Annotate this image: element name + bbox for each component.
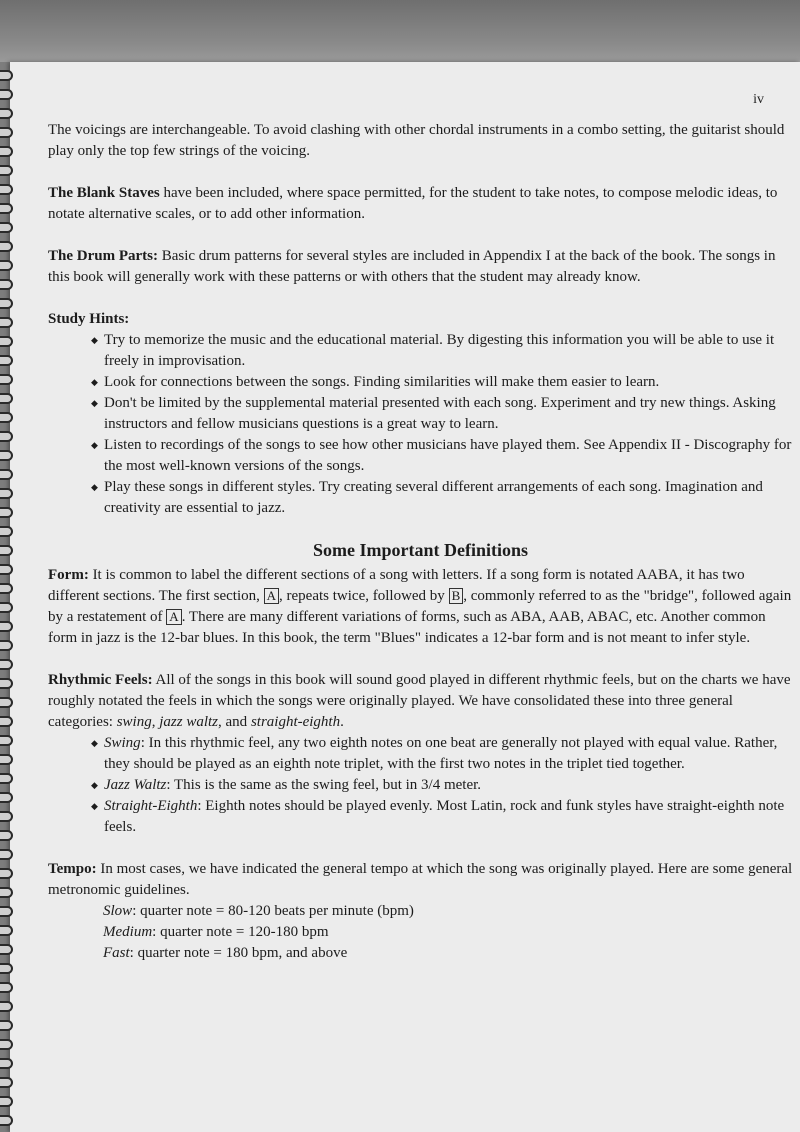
binding-ring (0, 773, 13, 784)
binding-ring (0, 640, 13, 651)
list-item: Medium: quarter note = 120-180 bpm (103, 924, 329, 940)
binding-ring (0, 583, 13, 594)
definitions-heading: Some Important Definitions (313, 540, 528, 560)
list-item: Fast: quarter note = 180 bpm, and above (103, 945, 348, 961)
list-item: ◆ Swing: In this rhythmic feel, any two eighth notes on one beat are generally not played with equal value. Rather, they should be played as an eighth note triplet, with the first two notes in the triplet tied together. (48, 733, 793, 775)
binding-ring (0, 830, 13, 841)
binding-ring (0, 1058, 13, 1069)
binding-ring (0, 260, 13, 271)
rhythmic-feels-label: Rhythmic Feels: (48, 672, 153, 688)
binding-ring (0, 165, 13, 176)
binding-ring (0, 203, 13, 214)
binding-ring (0, 659, 13, 670)
binding-ring (0, 222, 13, 233)
binding-ring (0, 526, 13, 537)
spiral-binding (0, 70, 14, 1132)
form-label: Form: (48, 567, 89, 583)
binding-ring (0, 735, 13, 746)
binding-ring (0, 925, 13, 936)
tempo-paragraph: Tempo: In most cases, we have indicated the general tempo at which the song was originally played. Here are some general metronomic guidelines. (48, 861, 793, 898)
list-item: ◆ Don't be limited by the supplemental material presented with each song. Experiment and try new things. Asking instructors and fellow musicians questions is a great way to learn. (48, 393, 793, 435)
binding-ring (0, 412, 13, 423)
binding-ring (0, 1096, 13, 1107)
binding-ring (0, 906, 13, 917)
list-item: ◆ Listen to recordings of the songs to see how other musicians have played them. See Appendix II - Discography for the most well-known versions of the songs. (48, 435, 793, 477)
binding-ring (0, 241, 13, 252)
list-item: ◆ Jazz Waltz: This is the same as the swing feel, but in 3/4 meter. (48, 775, 793, 796)
binding-ring (0, 298, 13, 309)
binding-ring (0, 868, 13, 879)
binding-ring (0, 108, 13, 119)
list-item: ◆ Straight-Eighth: Eighth notes should be played evenly. Most Latin, rock and funk styles have straight-eighth note feels. (48, 796, 793, 838)
study-hints-heading: Study Hints: (48, 311, 130, 327)
binding-ring (0, 317, 13, 328)
tempo-label: Tempo: (48, 861, 97, 877)
binding-ring (0, 393, 13, 404)
binding-ring (0, 545, 13, 556)
binding-ring (0, 336, 13, 347)
binding-ring (0, 355, 13, 366)
blank-staves-label: The Blank Staves (48, 185, 160, 201)
binding-ring (0, 754, 13, 765)
voicings-paragraph: The voicings are interchangeable. To avoid clashing with other chordal instruments in a combo setting, the guitarist should play only the top few strings of the voicing. (48, 122, 785, 159)
binding-ring (0, 89, 13, 100)
drum-parts-label: The Drum Parts: (48, 248, 158, 264)
binding-ring (0, 146, 13, 157)
binding-ring (0, 792, 13, 803)
binding-ring (0, 849, 13, 860)
binding-ring (0, 374, 13, 385)
list-item: ◆ Play these songs in different styles. Try creating several different arrangements of each song. Imagination and creativity are essential to jazz. (48, 477, 793, 519)
section-box-b: B (449, 588, 464, 604)
list-item: ◆ Look for connections between the songs. Finding similarities will make them easier to learn. (48, 372, 793, 393)
binding-ring (0, 963, 13, 974)
document-page (10, 62, 800, 1132)
list-item: Slow: quarter note = 80-120 beats per minute (bpm) (103, 903, 414, 919)
binding-ring (0, 811, 13, 822)
binding-ring (0, 887, 13, 898)
binding-ring (0, 507, 13, 518)
binding-ring (0, 944, 13, 955)
binding-ring (0, 1039, 13, 1050)
rhythmic-feels-paragraph: Rhythmic Feels: All of the songs in this book will sound good played in different rhythmic feels, but on the charts we have roughly notated the feels in which the songs were originally played. We have consolidated these into three general categories: swing, jazz waltz, and straight-eighth. (48, 672, 791, 730)
binding-ring (0, 621, 13, 632)
binding-ring (0, 564, 13, 575)
blank-staves-paragraph (48, 183, 793, 225)
binding-ring (0, 716, 13, 727)
binding-ring (0, 602, 13, 613)
list-item: ◆ Try to memorize the music and the educational material. By digesting this information you will be able to use it freely in improvisation. (48, 330, 793, 372)
form-paragraph: Form: It is common to label the different sections of a song with letters. If a song form is notated AABA, it has two different sections. The first section, A , repeats twice, followed by B , commonly referred to as the "bridge", followed again by a restatement of A . There are many different variations of forms, such as ABA, AAB, ABAC, etc. Another common form in jazz is the 12-bar blues. In this book, the term "Blues" indicates a 12-bar form and is not meant to infer style. (48, 567, 792, 646)
page-number: iv (753, 92, 764, 107)
binding-ring (0, 678, 13, 689)
binding-ring (0, 488, 13, 499)
binding-ring (0, 982, 13, 993)
binding-ring (0, 469, 13, 480)
binding-ring (0, 1001, 13, 1012)
background-top (0, 0, 800, 62)
binding-ring (0, 279, 13, 290)
binding-ring (0, 697, 13, 708)
study-hints-list (48, 330, 793, 519)
binding-ring (0, 1020, 13, 1031)
section-box-a: A (166, 609, 181, 625)
drum-parts-paragraph (48, 246, 793, 288)
tempo-list (48, 901, 793, 964)
rhythmic-feels-list (48, 733, 793, 838)
binding-ring (0, 1115, 13, 1126)
binding-ring (0, 184, 13, 195)
binding-ring (0, 70, 13, 81)
page-content (48, 120, 793, 964)
blank-staves-text: have been included, where space permitted, for the student to take notes, to compose melodic ideas, to notate alternative scales, or to add other information. (48, 185, 778, 222)
binding-ring (0, 450, 13, 461)
section-box-a: A (264, 588, 279, 604)
binding-ring (0, 127, 13, 138)
binding-ring (0, 431, 13, 442)
drum-parts-text: Basic drum patterns for several styles are included in Appendix I at the back of the book. The songs in this book will generally work with these patterns or with others that the student may already know. (48, 248, 776, 285)
binding-ring (0, 1077, 13, 1088)
